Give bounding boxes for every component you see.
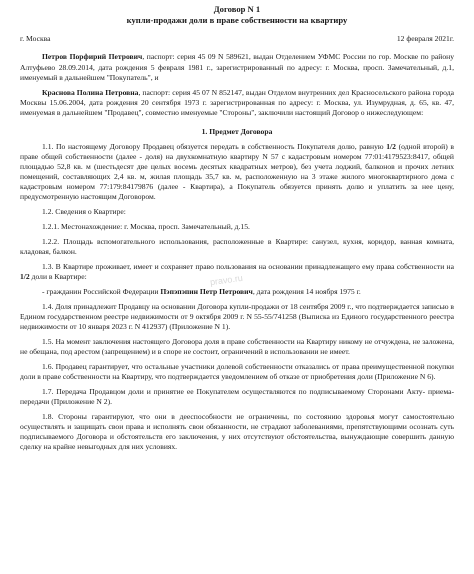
clause-1-5: 1.5. На момент заключения настоящего Договора доля в праве собственности на Квартиру никому не отчуждена, не заложена, не обещана, под арестом (запрещением) и в споре не состоит, ограничений в использовании не имеет. <box>20 336 454 356</box>
watermark: pravo.ru <box>209 272 244 288</box>
clause-1-2-1: 1.2.1. Местонахождение: г. Москва, просп. Замечательный, д.15. <box>42 221 250 231</box>
clause-1-3-text-a: 1.3. В Квартире проживает, имеет и сохраняет право пользования на основании принадлежащего ему права собственности на <box>42 261 454 271</box>
party-buyer-paragraph <box>20 52 454 82</box>
section-1-title: 1. Предмет Договора <box>201 126 273 136</box>
clause-1-3-share: 1/2 <box>20 271 30 281</box>
resident-name: Пэпэпэпин Петр Петрович <box>160 286 253 296</box>
buyer-name: Петров Порфирий Петрович <box>42 52 143 62</box>
clause-1-1-text-a: 1.1. По настоящему Договору Продавец обязуется передать в собственность Покупателя долю, равную <box>42 141 387 151</box>
buyer-details: , паспорт: серия 45 09 N 589621, выдан Отделением УФМС России по гор. Москве по району Алтуфьево 28.09.2014, дата рождения 5 февраля 1981 г., зарегистрированный по адресу: г. Москва, просп. Замечательный, д.1, именуемый в дальнейшем "Покупатель", и <box>20 52 454 82</box>
clause-1-2-2: 1.2.2. Площадь вспомогательного использования, расположенные в Квартире: санузел, кухня, коридор, ванная комната, кладовая, балкон. <box>20 236 454 256</box>
clause-1-8: 1.8. Стороны гарантируют, что они в дееспособности не ограничены, по состоянию здоровья могут самостоятельно осуществлять и защищать свои права и исполнять свои обязанности, не страдают заболеваниями, препятствующими осознать суть подписываемого Договора и обстоятельств его заключения, у них отсутствуют обстоятельства, вынуждающие совершить данную сделку на крайне невыгодных для них условиях. <box>20 411 454 451</box>
seller-name: Краснова Полина Петровна <box>42 87 139 97</box>
title-line-2: купли-продажи доли в праве собственности на квартиру <box>126 14 348 25</box>
resident-prefix: - гражданин Российской Федерации <box>42 286 161 296</box>
clause-1-6: 1.6. Продавец гарантирует, что остальные участники долевой собственности отказались от права преимущественной покупки доли в праве собственности на Квартиру, что подтверждается уведомлением об отказе от приобретения доли (Приложение N 6). <box>20 361 454 381</box>
party-seller-paragraph <box>20 88 454 118</box>
title-line-1: Договор N 1 <box>213 4 261 14</box>
clause-1-4: 1.4. Доля принадлежит Продавцу на основании Договора купли-продажи от 18 сентября 2009 г., что подтверждается записью в Едином государственном реестре недвижимости от 9 октября 2009 г. N 55-55/741258 (Выписка из Единого государственного реестра недвижимости от 10 января 2023 г. N 412937) (Приложение N 1). <box>20 301 454 331</box>
seller-details: , паспорт: серия 45 07 N 852147, выдан Отделом внутренних дел Красносельского района города Москвы 15.06.2004, дата рождения 20 сентября 1973 г. зарегистрированная по адресу: г. Москва, ул. Изумрудная, д. 65, кв. 47, именуемая в дальнейшем "Продавец", совместно именуемые "Стороны", заключили настоящий Договор о нижеследующем: <box>20 87 454 117</box>
resident-birthdate: , дата рождения 14 ноября 1975 г. <box>252 286 361 296</box>
clause-1-3-resident <box>20 287 454 297</box>
city: г. Москва <box>20 34 51 44</box>
clause-1-1-share: 1/2 <box>386 141 396 151</box>
city-date-line <box>20 34 454 44</box>
clause-1-1 <box>20 142 454 202</box>
document-title <box>20 4 454 25</box>
date: 12 февраля 2021г. <box>396 34 454 44</box>
clause-1-3-text-b: доли в Квартире: <box>29 271 87 281</box>
clause-1-2: 1.2. Сведения о Квартире: <box>42 206 126 216</box>
clause-1-7: 1.7. Передача Продавцом доли и принятие ее Покупателем осуществляются по подписываемому Сторонами Акту- приема-передачи (Приложение N 2). <box>20 386 454 406</box>
clause-1-1-text-b: (одной второй) в праве общей собственности (далее - доля) на двухкомнатную квартиру N 57 с кадастровым номером 77:01:4179523:8417, общей площадью 52,8 кв. м (шестьдесят две целых восемь десятых квадратных метров), без учета лоджий, балконов и прочих летних помещений, составляющих 2,4 кв. м, жилая площадь 35,7 кв. м, расположенную на 3 этаже жилого многоквартирного дома с кадастровым номером 77:179:84179876 (далее - Квартира), а Покупатель обязуется принять долю и уплатить за нее цену, предусмотренную настоящим Договором. <box>20 141 454 201</box>
